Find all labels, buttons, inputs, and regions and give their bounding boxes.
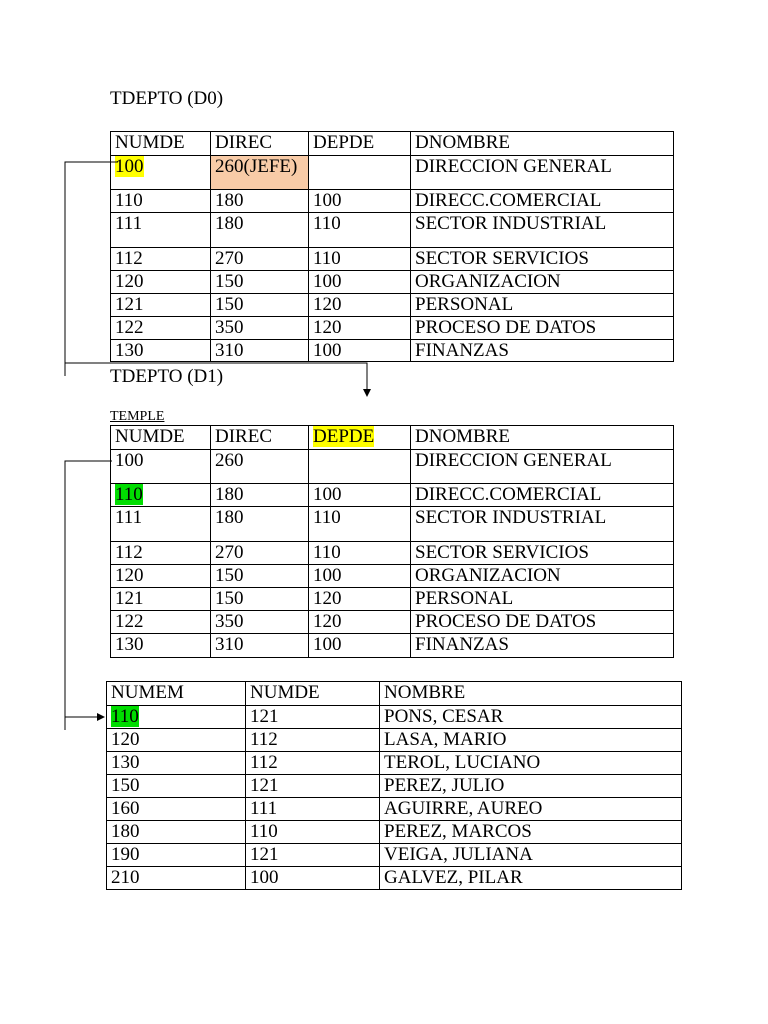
cell-depde: 110	[309, 507, 411, 542]
cell-numde: 112	[111, 542, 211, 565]
cell-direc: 310	[211, 634, 309, 658]
cell-numde: 122	[111, 611, 211, 634]
cell-dnombre: ORGANIZACION	[411, 271, 674, 294]
cell-depde: 100	[309, 484, 411, 507]
cell-numde: 111	[246, 798, 380, 821]
d0-title: TDEPTO (D0)	[110, 88, 224, 109]
cell-nombre: PONS, CESAR	[380, 706, 682, 729]
cell-dnombre: ORGANIZACION	[411, 565, 674, 588]
cell-dnombre: PROCESO DE DATOS	[411, 611, 674, 634]
header-numem: NUMEM	[107, 682, 246, 706]
cell-depde: 100	[309, 634, 411, 658]
cell-numem: 120	[107, 729, 246, 752]
cell-direc: 260(JEFE)	[211, 156, 309, 190]
cell-nombre: AGUIRRE, AUREO	[380, 798, 682, 821]
cell-dnombre: DIRECC.COMERCIAL	[411, 484, 674, 507]
cell-numde: 122	[111, 317, 211, 340]
cell-direc: 180	[211, 507, 309, 542]
cell-dnombre: SECTOR INDUSTRIAL	[411, 213, 674, 248]
connector-d1-to-temple	[65, 461, 112, 730]
cell-nombre: GALVEZ, PILAR	[380, 867, 682, 890]
header-direc: DIREC	[211, 132, 309, 156]
cell-numde: 111	[111, 213, 211, 248]
cell-depde: 100	[309, 271, 411, 294]
header-direc: DIREC	[211, 426, 309, 450]
cell-numde: 130	[111, 634, 211, 658]
cell-dnombre: FINANZAS	[411, 340, 674, 362]
header-numde: NUMDE	[111, 426, 211, 450]
cell-dnombre: SECTOR SERVICIOS	[411, 248, 674, 271]
highlighted-numde: 100	[115, 156, 144, 177]
cell-numde: 112	[246, 729, 380, 752]
cell-direc: 260	[211, 450, 309, 484]
cell-numem: 180	[107, 821, 246, 844]
cell-direc: 150	[211, 271, 309, 294]
cell-dnombre: PROCESO DE DATOS	[411, 317, 674, 340]
cell-numem: 160	[107, 798, 246, 821]
cell-nombre: PEREZ, MARCOS	[380, 821, 682, 844]
cell-dnombre: DIRECC.COMERCIAL	[411, 190, 674, 213]
cell-direc: 150	[211, 588, 309, 611]
temple-label: TEMPLE	[110, 409, 165, 424]
cell-numem: 150	[107, 775, 246, 798]
header-dnombre: DNOMBRE	[411, 132, 674, 156]
cell-direc: 180	[211, 484, 309, 507]
cell-depde: 110	[309, 542, 411, 565]
cell-numde: 112	[111, 248, 211, 271]
cell-numde: 100	[111, 450, 211, 484]
cell-numde: 110	[246, 821, 380, 844]
highlighted-numem: 110	[111, 706, 139, 727]
header-depde: DEPDE	[309, 132, 411, 156]
cell-dnombre: SECTOR INDUSTRIAL	[411, 507, 674, 542]
cell-numde: 121	[246, 706, 380, 729]
cell-numde: 121	[246, 844, 380, 867]
cell-numem: 130	[107, 752, 246, 775]
cell-direc: 180	[211, 190, 309, 213]
cell-direc: 310	[211, 340, 309, 362]
cell-dnombre: FINANZAS	[411, 634, 674, 658]
cell-numem: 210	[107, 867, 246, 890]
cell-nombre: PEREZ, JULIO	[380, 775, 682, 798]
cell-numde: 110	[111, 190, 211, 213]
cell-nombre: LASA, MARIO	[380, 729, 682, 752]
cell-numde: 111	[111, 507, 211, 542]
cell-depde: 110	[309, 248, 411, 271]
cell-numde: 130	[111, 340, 211, 362]
cell-numde: 120	[111, 271, 211, 294]
connector-d0-to-d1	[65, 162, 118, 376]
cell-direc: 350	[211, 611, 309, 634]
cell-depde: 120	[309, 611, 411, 634]
cell-depde: 110	[309, 213, 411, 248]
cell-depde: 100	[309, 340, 411, 362]
d1-title: TDEPTO (D1)	[110, 366, 224, 387]
cell-dnombre: PERSONAL	[411, 588, 674, 611]
cell-depde: 120	[309, 294, 411, 317]
cell-numde: 120	[111, 565, 211, 588]
cell-dnombre: DIRECCION GENERAL	[411, 156, 674, 190]
cell-depde: 120	[309, 317, 411, 340]
highlighted-depde: DEPDE	[313, 426, 375, 447]
cell-nombre: VEIGA, JULIANA	[380, 844, 682, 867]
cell-direc: 350	[211, 317, 309, 340]
cell-nombre: TEROL, LUCIANO	[380, 752, 682, 775]
cell-numde: 100	[246, 867, 380, 890]
cell-numde: 121	[246, 775, 380, 798]
cell-numde: 121	[111, 294, 211, 317]
cell-direc: 150	[211, 565, 309, 588]
header-numde: NUMDE	[111, 132, 211, 156]
cell-direc: 270	[211, 542, 309, 565]
cell-numde: 112	[246, 752, 380, 775]
cell-dnombre: SECTOR SERVICIOS	[411, 542, 674, 565]
cell-direc: 180	[211, 213, 309, 248]
cell-dnombre: PERSONAL	[411, 294, 674, 317]
cell-depde: 100	[309, 190, 411, 213]
header-dnombre: DNOMBRE	[411, 426, 674, 450]
cell-depde: 120	[309, 588, 411, 611]
cell-numem: 190	[107, 844, 246, 867]
connector-d0-to-d1-arrow	[65, 363, 367, 396]
cell-dnombre: DIRECCION GENERAL	[411, 450, 674, 484]
header-numde: NUMDE	[246, 682, 380, 706]
cell-direc: 150	[211, 294, 309, 317]
cell-direc: 270	[211, 248, 309, 271]
header-nombre: NOMBRE	[380, 682, 682, 706]
cell-numde: 121	[111, 588, 211, 611]
cell-depde: 100	[309, 565, 411, 588]
highlighted-numde: 110	[115, 484, 143, 505]
